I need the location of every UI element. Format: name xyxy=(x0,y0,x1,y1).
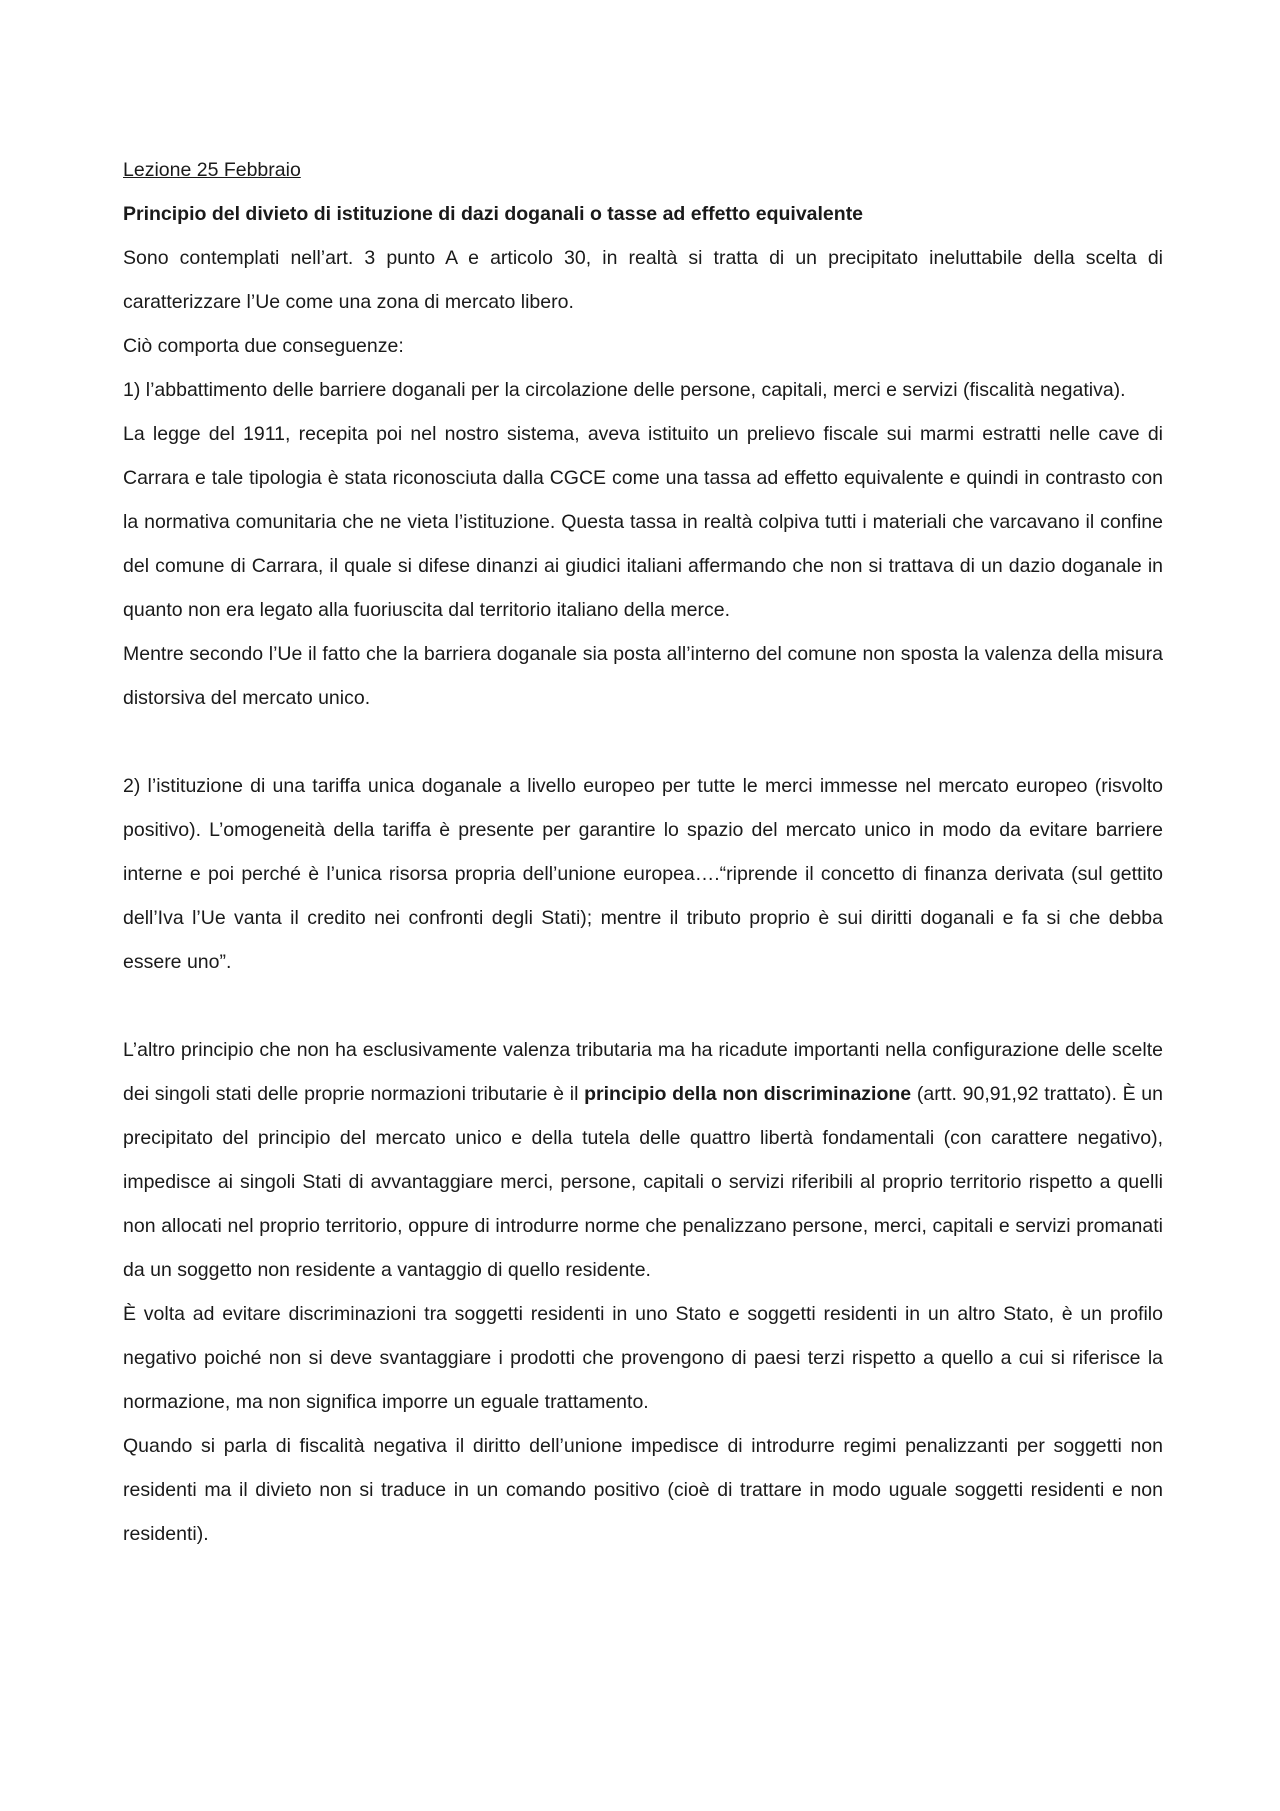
section-heading: Principio del divieto di istituzione di dazi doganali o tasse ad effetto equivalente xyxy=(123,203,864,225)
paragraph-9: Quando si parla di fiscalità negativa il diritto dell’unione impedisce di introdurre regimi penalizzanti per soggetti non residenti ma il divieto non si traduce in un comando positivo (cioè di trattare in modo uguale soggetti residenti e non residenti). xyxy=(123,1435,1163,1545)
paragraph-6: 2) l’istituzione di una tariffa unica doganale a livello europeo per tutte le merci immesse nel mercato europeo (risvolto positivo). L’omogeneità della tariffa è presente per garantire lo spazio del mercato unico in modo da evitare barriere interne e poi perché è l’unica risorsa propria dell’unione europea….“riprende il concetto di finanza derivata (sul gettito dell’Iva l’Ue vanta il credito nei confronti degli Stati); mentre il tributo proprio è sui diritti doganali e fa si che debba essere uno”. xyxy=(123,775,1163,973)
paragraph-5: Mentre secondo l’Ue il fatto che la barriera doganale sia posta all’interno del comune non sposta la valenza della misura distorsiva del mercato unico. xyxy=(123,643,1163,709)
paragraph-7-bold-term: principio della non discriminazione xyxy=(584,1083,912,1105)
paragraph-8: È volta ad evitare discriminazioni tra soggetti residenti in uno Stato e soggetti residenti in un altro Stato, è un profilo negativo poiché non si deve svantaggiare i prodotti che provengono di paesi terzi rispetto a quello a cui si riferisce la normazione, ma non significa imporre un eguale trattamento. xyxy=(123,1303,1163,1413)
paragraph-2: Ciò comporta due conseguenze: xyxy=(123,335,404,357)
document-page xyxy=(123,148,1163,1556)
document-title: Lezione 25 Febbraio xyxy=(123,159,301,181)
paragraph-7 xyxy=(123,1028,1163,1292)
paragraph-3: 1) l’abbattimento delle barriere doganali per la circolazione delle persone, capitali, merci e servizi (fiscalità negativa). xyxy=(123,379,1126,401)
paragraph-7-end: (artt. 90,91,92 trattato). È un precipitato del principio del mercato unico e della tutela delle quattro libertà fondamentali (con carattere negativo), impedisce ai singoli Stati di avvantaggiare merci, persone, capitali o servizi riferibili al proprio territorio rispetto a quelli non allocati nel proprio territorio, oppure di introdurre norme che penalizzano persone, merci, capitali e servizi promanati da un soggetto non residente a vantaggio di quello residente. xyxy=(123,1083,1163,1281)
paragraph-1: Sono contemplati nell’art. 3 punto A e articolo 30, in realtà si tratta di un precipitato ineluttabile della scelta di caratterizzare l’Ue come una zona di mercato libero. xyxy=(123,247,1163,313)
paragraph-4: La legge del 1911, recepita poi nel nostro sistema, aveva istituito un prelievo fiscale sui marmi estratti nelle cave di Carrara e tale tipologia è stata riconosciuta dalla CGCE come una tassa ad effetto equivalente e quindi in contrasto con la normativa comunitaria che ne vieta l’istituzione. Questa tassa in realtà colpiva tutti i materiali che varcavano il confine del comune di Carrara, il quale si difese dinanzi ai giudici italiani affermando che non si trattava di un dazio doganale in quanto non era legato alla fuoriuscita dal territorio italiano della merce. xyxy=(123,423,1163,621)
paragraph-7-start: L’altro principio che non ha esclusivamente valenza tributaria ma ha ricadute importanti nella configurazione delle scelte dei singoli stati delle proprie normazioni tributarie è il xyxy=(123,1039,1163,1105)
